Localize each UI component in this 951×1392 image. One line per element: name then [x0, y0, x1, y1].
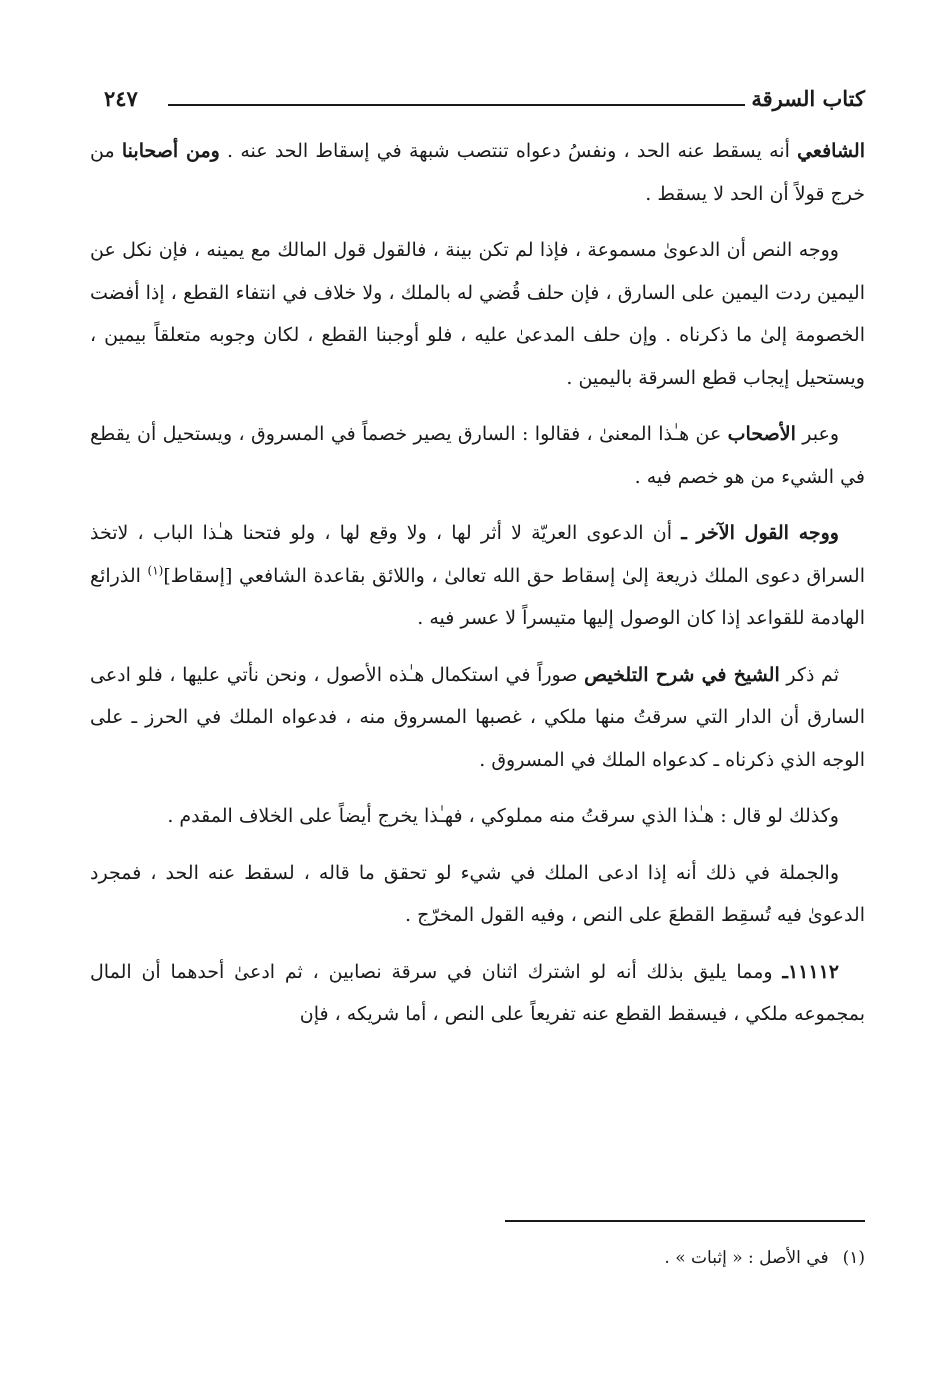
paragraph-text: من خرج قولاً أن الحد لا يسقط . [90, 140, 865, 205]
paragraph-5 [90, 654, 865, 782]
page-number: ٢٤٧ [104, 86, 138, 111]
footnote-rule [505, 1220, 865, 1222]
body-text [90, 130, 865, 1036]
bold-term: الأصحاب [727, 423, 796, 445]
paragraph-4 [90, 512, 865, 640]
paragraph-text: أنه يسقط عنه الحد ، ونفسُ دعواه تنتصب شبهة في إسقاط الحد عنه . [219, 140, 798, 162]
paragraph-3 [90, 413, 865, 498]
bold-term: ووجه القول الآخر ـ [681, 522, 839, 544]
paragraph-6 [90, 795, 865, 838]
bold-term: الشيخ في شرح التلخيص [584, 663, 780, 686]
paragraph-text: والجملة في ذلك أنه إذا ادعى الملك في شيء لو تحقق ما قاله ، لسقط عنه الحد ، فمجرد الدعوىٰ فيه تُسقِط القطعَ على النص ، وفيه القول المخرّج . [90, 861, 865, 926]
paragraph-text: وكذلك لو قال : هـٰذا الذي سرقتُ منه مملوكي ، فهـٰذا يخرج أيضاً على الخلاف المقدم . [167, 805, 839, 827]
paragraph-text: أن الدعوى العريّة لا أثر لها ، ولا وقع لها ، ولو فتحنا هـٰذا الباب ، لاتخذ السراق دعوى الملك ذريعة إلىٰ إسقاط حق الله تعالىٰ ، واللائق بقاعدة الشافعي [إسقاط] [90, 522, 865, 587]
paragraph-text: وعبر [795, 423, 839, 445]
running-header [90, 78, 865, 122]
footnote [90, 1248, 865, 1268]
paragraph-text: ووجه النص أن الدعوىٰ مسموعة ، فإذا لم تكن بينة ، فالقول قول المالك مع يمينه ، فإن نكل عن اليمين ردت اليمين على السارق ، فإن حلف قُضي له بالملك ، ولا خلاف في انتفاء القطع ، إذا أفضت الخصومة إلىٰ ما ذكرناه . وإن حلف المدعىٰ عليه ، فلو أوجبنا القطع ، لكان وجوبه متعلقاً بيمين ، ويستحيل إيجاب قطع السرقة باليمين . [90, 239, 865, 389]
paragraph-text: ومما يليق بذلك أنه لو اشترك اثنان في سرقة نصابين ، ثم ادعىٰ أحدهما أن المال بمجموعه ملكي ، فيسقط القطع عنه تفريعاً على النص ، أما شريكه ، فإن [90, 960, 865, 1025]
paragraph-text: عن هـٰذا المعنىٰ ، فقالوا : السارق يصير خصماً في المسروق ، ويستحيل أن يقطع في الشيء من هو خصم فيه . [90, 423, 865, 488]
chapter-title: كتاب السرقة [751, 86, 865, 111]
paragraph-2 [90, 229, 865, 399]
footnote-text: في الأصل : « إثبات » . [664, 1248, 829, 1268]
bold-term: الشافعي [797, 140, 865, 162]
paragraph-text: الذرائع الهادمة للقواعد إذا كان الوصول إليها متيسراً لا عسر فيه . [90, 564, 865, 629]
bold-term: ومن أصحابنا [121, 140, 220, 162]
paragraph-1 [90, 130, 865, 215]
section-number: ١١١١٢ـ [782, 960, 839, 983]
paragraph-8 [90, 951, 865, 1036]
book-page [90, 78, 865, 1392]
paragraph-text: ثم ذكر [779, 663, 839, 686]
paragraph-7 [90, 852, 865, 937]
footnote-number: (١) [842, 1248, 865, 1268]
header-rule [168, 104, 745, 106]
paragraph-text: صوراً في استكمال هـٰذه الأصول ، ونحن نأتي عليها ، فلو ادعى السارق أن الدار التي سرقتُ منها ملكي ، غصبها المسروق منه ، فدعواه الملك في الحرز ـ على الوجه الذي ذكرناه ـ كدعواه الملك في المسروق . [90, 663, 865, 771]
footnote-marker[interactable]: (١) [147, 563, 164, 578]
